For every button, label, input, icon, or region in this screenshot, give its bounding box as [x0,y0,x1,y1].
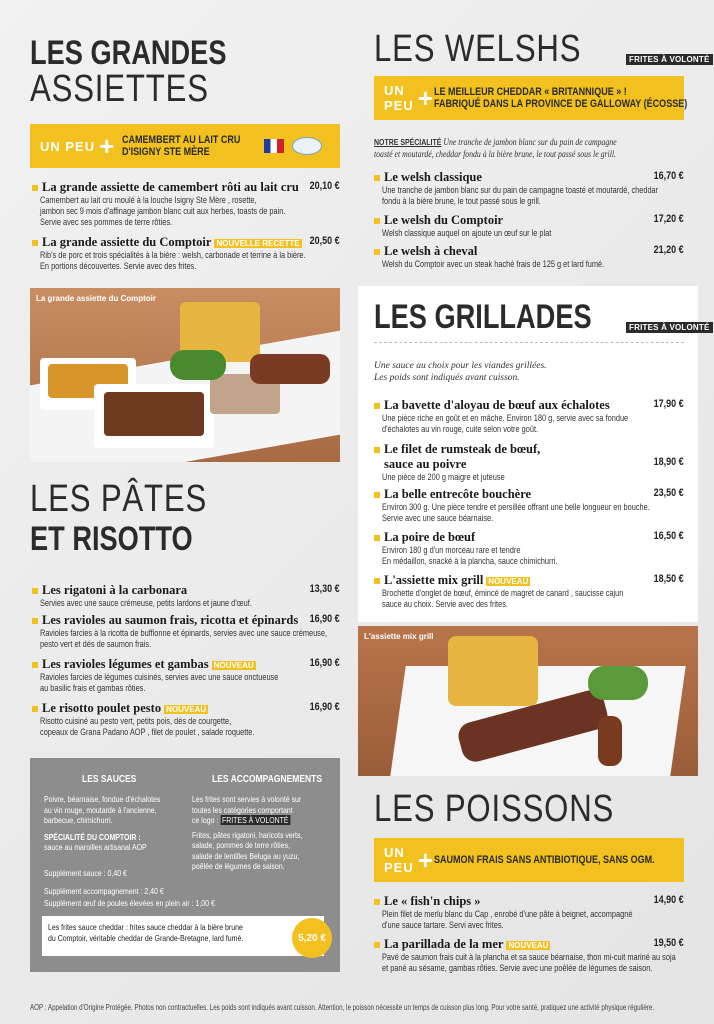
list-item: La parillada de la mer NOUVEAU 19,50 € Pavé de saumon frais cuit à la plancha et sa sauce béarnaise, thon mi-cuit mariné au soja et pané au sésame, gambas rôties. Servie avec une poêlée de légumes de saison. [374,937,684,974]
unpeu-label: UN PEU + [40,131,116,161]
new-badge: NOUVEAU [488,576,529,586]
sauces-title: LES SAUCES [82,774,137,785]
list-item: L'assiette mix grill NOUVEAU 18,50 € Brochette d'onglet de bœuf, émincé de magret de canard , saucisse cajun sauce au choix. Servie avec des frites. [374,573,684,610]
supp-oeuf: Supplément œuf de poules élevées en plein air : 1,00 € [44,898,215,908]
list-item: La bavette d'aloyau de bœuf aux échalotes 17,90 € Une pièce riche en goût et en mâche. Environ 180 g, servie avec sa fondue d'échalotes au vin rouge, cuite selon votre goût. [374,398,684,435]
grillades-intro: Une sauce au choix pour les viandes grillées. Les poids sont indiqués avant cuisson. [374,361,547,383]
frites-logo: FRITES À VOLONTÉ [221,815,289,825]
list-item: Le risotto poulet pesto NOUVEAU 16,90 € Risotto cuisiné au pesto vert, petits pois, dés de courgette, copeaux de Grana Padano AOP , filet de poulet , salade roquette. [32,701,340,738]
list-item: Les rigatoni à la carbonara 13,30 € Servies avec une sauce crémeuse, petits lardons et jaune d'œuf. [32,583,340,609]
list-item: Le welsh du Comptoir 17,20 € Welsh classique auquel on ajoute un œuf sur le plat [374,213,684,239]
list-item: Le filet de rumsteak de bœuf, sauce au poivre 18,90 € Une pièce de 200 g maigre et juteuse [374,442,684,483]
list-item: Le welsh classique 16,70 € Une tranche de jambon blanc sur du pain de campagne toasté et moutardé, cheddar fondu à la bière brune, le tout passé sous le grill. [374,170,684,207]
poissons-title: LES POISSONS [374,788,615,830]
grandes-title-line2: ASSIETTES [30,68,209,110]
supp-sauce: Supplément sauce : 0,40 € [44,868,127,878]
list-item: La grande assiette du Comptoir NOUVELLE RECETTE 20,50 € Rib's de porc et trois spécialités à la bière : welsh, carbonade et terrine à la bière. En portions découvertes. Servie avec des frites. [32,235,340,272]
new-badge: NOUVEAU [166,704,207,714]
frites-volonte-badge: FRITES À VOLONTÉ [626,54,713,65]
welsh-title: LES WELSHS [374,28,582,70]
frites-volonte-badge: FRITES À VOLONTÉ [626,322,713,333]
poissons-band: UN PEU + SAUMON FRAIS SANS ANTIBIOTIQUE, SANS OGM. [374,838,684,882]
grandes-band-text: CAMEMBERT AU LAIT CRU D'ISIGNY STE MÈRE [122,134,241,158]
list-item: Le welsh à cheval 21,20 € Welsh du Comptoir avec un steak haché frais de 125 g et lard fumé. [374,244,684,270]
supp-acc: Supplément accompagnement : 2,40 € [44,886,164,896]
accomp-list: Les frites sont servies à volonté sur toutes les catégories comportant ce logo : FRITES À VOLONTÉ Frites, pâtes rigatoni, haricots verts, salade, pommes de terre rôties, salade de lentilles Beluga au yuzu, poêlée de légumes de saison. [192,794,303,871]
new-badge: NOUVEAU [213,660,254,670]
photo-caption: La grande assiette du Comptoir [36,294,157,303]
frites-sauce-price: 5,20 € [292,918,332,958]
grandes-band [30,124,340,168]
pates-title-line2: ET RISOTTO [30,520,193,558]
sauces-list: Poivre, béarnaise, fondue d'échalotes au vin rouge, moutarde à l'ancienne, barbecue, chimichurri. SPÉCIALITÉ DU COMPTOIR : sauce au maroilles artisanal AOP [44,794,161,852]
photo-grande-assiette [30,288,340,462]
new-badge: NOUVEAU [508,940,549,950]
photo-caption: L'assiette mix grill [364,632,434,641]
welsh-speciality: NOTRE SPÉCIALITÉ Une tranche de jambon blanc sur du pain de campagne toasté et moutardé, cheddar fondu à la bière brune, le tout passé sous le grill. [374,137,617,160]
sauces-accompagnements-box [30,758,340,972]
divider [374,342,684,343]
photo-mix-grill [358,626,698,776]
footer-note: AOP : Appelation d'Origine Protégée. Photos non contractuelles. Les poids sont indiqués avant cuisson. Attention, le poisson nécessite un temps de cuisson plus long. Pour votre santé, pratiquez une activité physique régulière. [30,1003,655,1012]
list-item: La belle entrecôte bouchère 23,50 € Environ 300 g. Une pièce tendre et persillée offrant une belle longueur en bouche. Servie avec une sauce béarnaise. [374,487,684,524]
isigny-logo-icon [292,137,322,155]
list-item: Les ravioles au saumon frais, ricotta et épinards 16,90 € Ravioles farcies à la ricotta de buffionne et épinards, servies avec une sauce crémeuse, pesto vert et dés de saumon frais. [32,613,340,650]
pates-title [30,480,246,556]
list-item: Le « fish'n chips » 14,90 € Plein filet de merlu blanc du Cap , enrobé d'une pâte à beignet, accompagné d'une sauce tartare. Servi avec frites. [374,894,684,931]
new-badge: NOUVELLE RECETTE [216,238,300,248]
accomp-title: LES ACCOMPAGNEMENTS [212,774,323,785]
grandes-title-line1: LES GRANDES [30,34,227,72]
list-item: La poire de bœuf 16,50 € Environ 180 g d'un morceau rare et tendre En médaillon, snacké à la plancha, sauce chimichurri. [374,530,684,567]
frites-sauce-box: Les frites sauce cheddar : frites sauce cheddar à la bière brune du Comptoir, véritable cheddar de Grande-Bretagne, lard fumé. [42,916,324,956]
grillades-title: LES GRILLADES [374,298,592,336]
france-flag-icon [264,139,284,153]
grandes-title [30,36,276,108]
list-item: La grande assiette de camembert rôti au lait cru 20,10 € Camembert au lait cru moulé à la louche Isigny Ste Mère , rosette, jambon sec 9 mois d'affinage jambon blanc cuit aux herbes, toasts de pain. Servie avec ses pommes de terre rôties. [32,180,340,228]
list-item: Les ravioles légumes et gambas NOUVEAU 16,90 € Ravioles farcies de légumes cuisinés, servies avec une sauce onctueuse au basilic frais et gambas rôties. [32,657,340,694]
pates-title-line1: LES PÂTES [30,478,208,520]
welsh-band: UN PEU + LE MEILLEUR CHEDDAR « BRITANNIQUE » ! FABRIQUÉ DANS LA PROVINCE DE GALLOWAY (ÉCOSSE) [374,76,684,120]
